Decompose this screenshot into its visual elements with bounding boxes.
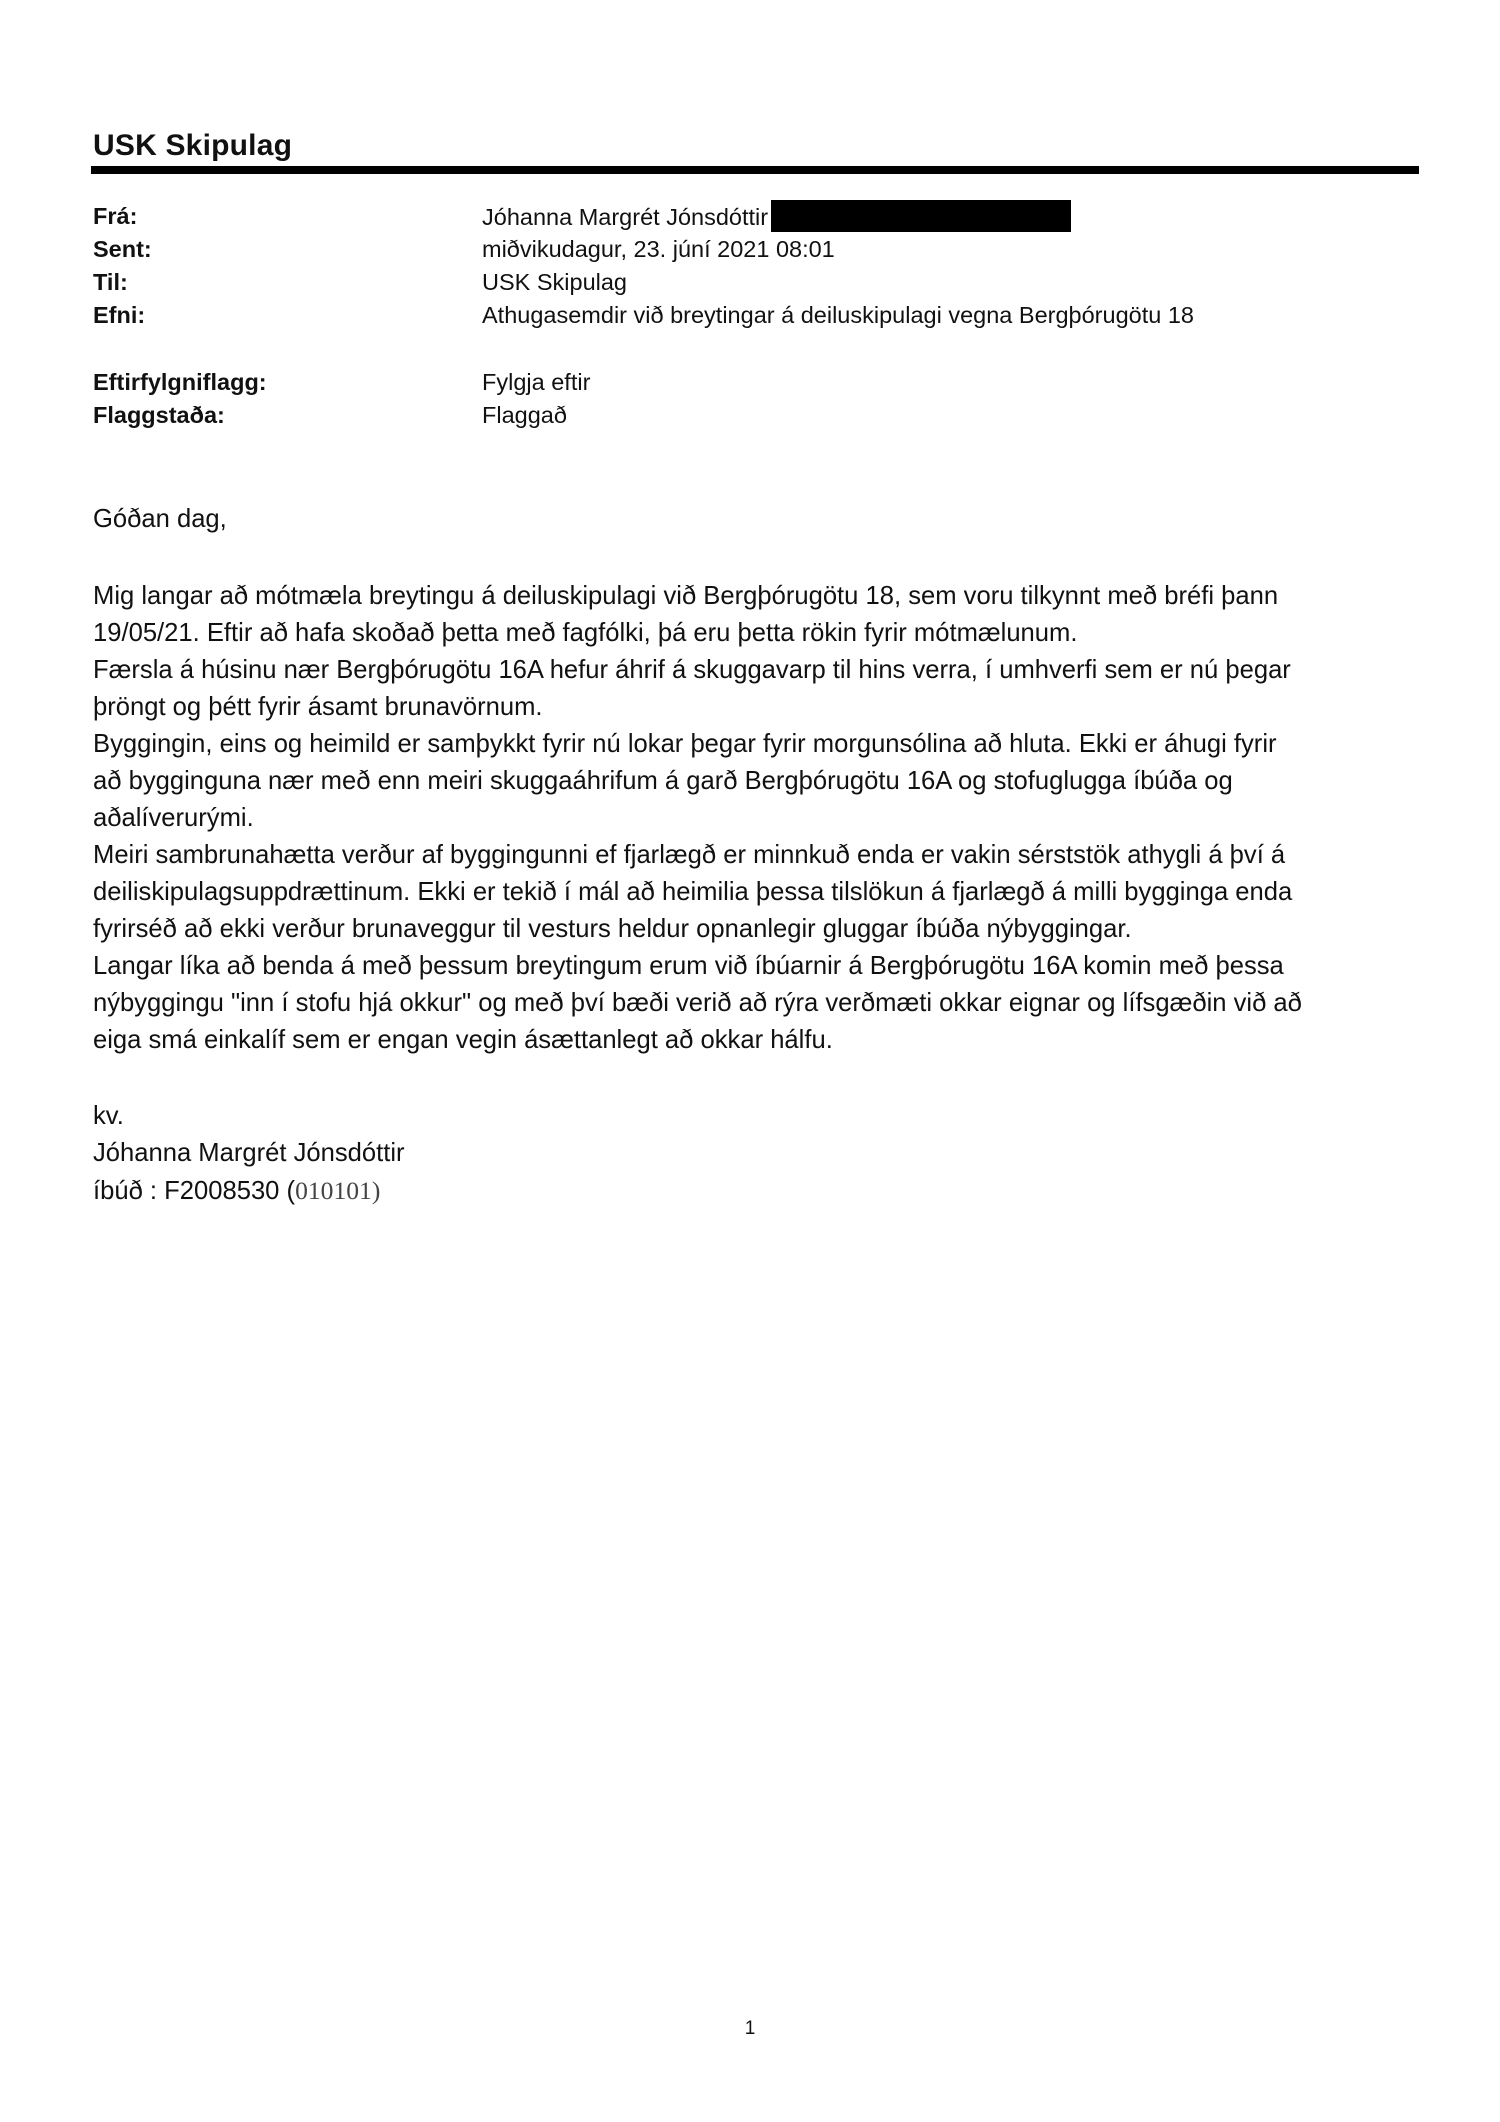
meta-row-to [93, 266, 1413, 299]
body-line: 19/05/21. Eftir að hafa skoðað þetta með fagfólki, þá eru þetta rökin fyrir mótmælunum. [93, 619, 1078, 647]
redaction-block [771, 200, 1071, 232]
body-line: Byggingin, eins og heimild er samþykkt fyrir nú lokar þegar fyrir morgunsólina að hluta. Ekki er áhugi fyrir [93, 730, 1277, 758]
meta-label-followup-flag: Eftirfylgniflagg: [93, 369, 267, 395]
greeting-line: Góðan dag, [93, 505, 227, 533]
page-title: USK Skipulag [93, 129, 293, 162]
body-line: Mig langar að mótmæla breytingu á deiluskipulagi við Bergþórugötu 18, sem voru tilkynnt með bréfi þann [93, 582, 1279, 610]
email-body [93, 578, 1423, 1059]
meta-label-from: Frá: [93, 203, 138, 229]
meta-value-flag-status: Flaggað [482, 402, 567, 428]
body-line: deiliskipulagsuppdrættinum. Ekki er tekið í mál að heimilia þessa tilslökun á fjarlægð á milli bygginga enda [93, 878, 1293, 906]
meta-row-from [93, 200, 1413, 233]
meta-row-followup-flag [93, 366, 1413, 399]
meta-row-subject [93, 299, 1413, 332]
meta-label-flag-status: Flaggstaða: [93, 402, 225, 428]
meta-label-sent: Sent: [93, 236, 152, 262]
meta-value-sent: miðvikudagur, 23. júní 2021 08:01 [482, 236, 835, 262]
meta-row-sent [93, 233, 1413, 266]
meta-value-followup-flag: Fylgja eftir [482, 369, 591, 395]
meta-value-subject: Athugasemdir við breytingar á deiluskipulagi vegna Bergþórugötu 18 [482, 302, 1194, 328]
meta-label-to: Til: [93, 269, 128, 295]
meta-value-to: USK Skipulag [482, 269, 627, 295]
signature-id-prefix: íbúð : F2008530 ( [93, 1177, 296, 1205]
body-line: Langar líka að benda á með þessum breytingum erum við íbúarnir á Bergþórugötu 16A komin með þessa [93, 952, 1284, 980]
meta-label-subject: Efni: [93, 302, 146, 328]
email-signature [93, 1098, 1423, 1210]
body-line: Færsla á húsinu nær Bergþórugötu 16A hefur áhrif á skuggavarp til hins verra, í umhverfi sem er nú þegar [93, 656, 1291, 684]
meta-value-from [482, 200, 1071, 234]
title-divider [91, 166, 1419, 174]
body-line: Meiri sambrunahætta verður af byggingunni ef fjarlægð er minnkuð enda er vakin sérststök athygli á því á [93, 841, 1286, 869]
email-greeting [93, 501, 1423, 538]
body-line: fyrirséð að ekki verður brunaveggur til vesturs heldur opnanlegir gluggar íbúða nýbyggingar. [93, 915, 1132, 943]
page-number: 1 [744, 2018, 756, 2039]
body-line: eiga smá einkalíf sem er engan vegin ásættanlegt að okkar hálfu. [93, 1026, 833, 1054]
meta-row-flag-status [93, 399, 1413, 432]
body-line: nýbyggingu "inn í stofu hjá okkur" og með því bæði verið að rýra verðmæti okkar eignar og lífsgæðin við að [93, 989, 1302, 1017]
body-line: aðalíverurými. [93, 804, 254, 832]
body-line: þröngt og þétt fyrir ásamt brunavörnum. [93, 693, 543, 721]
signature-id-code: 010101) [295, 1176, 381, 1205]
signature-name: Jóhanna Margrét Jónsdóttir [93, 1139, 405, 1167]
signature-id-line [93, 1172, 1423, 1210]
signoff-line: kv. [93, 1102, 124, 1130]
body-line: að bygginguna nær með enn meiri skuggaáhrifum á garð Bergþórugötu 16A og stofuglugga íbúða og [93, 767, 1233, 795]
sender-name: Jóhanna Margrét Jónsdóttir [482, 204, 769, 230]
